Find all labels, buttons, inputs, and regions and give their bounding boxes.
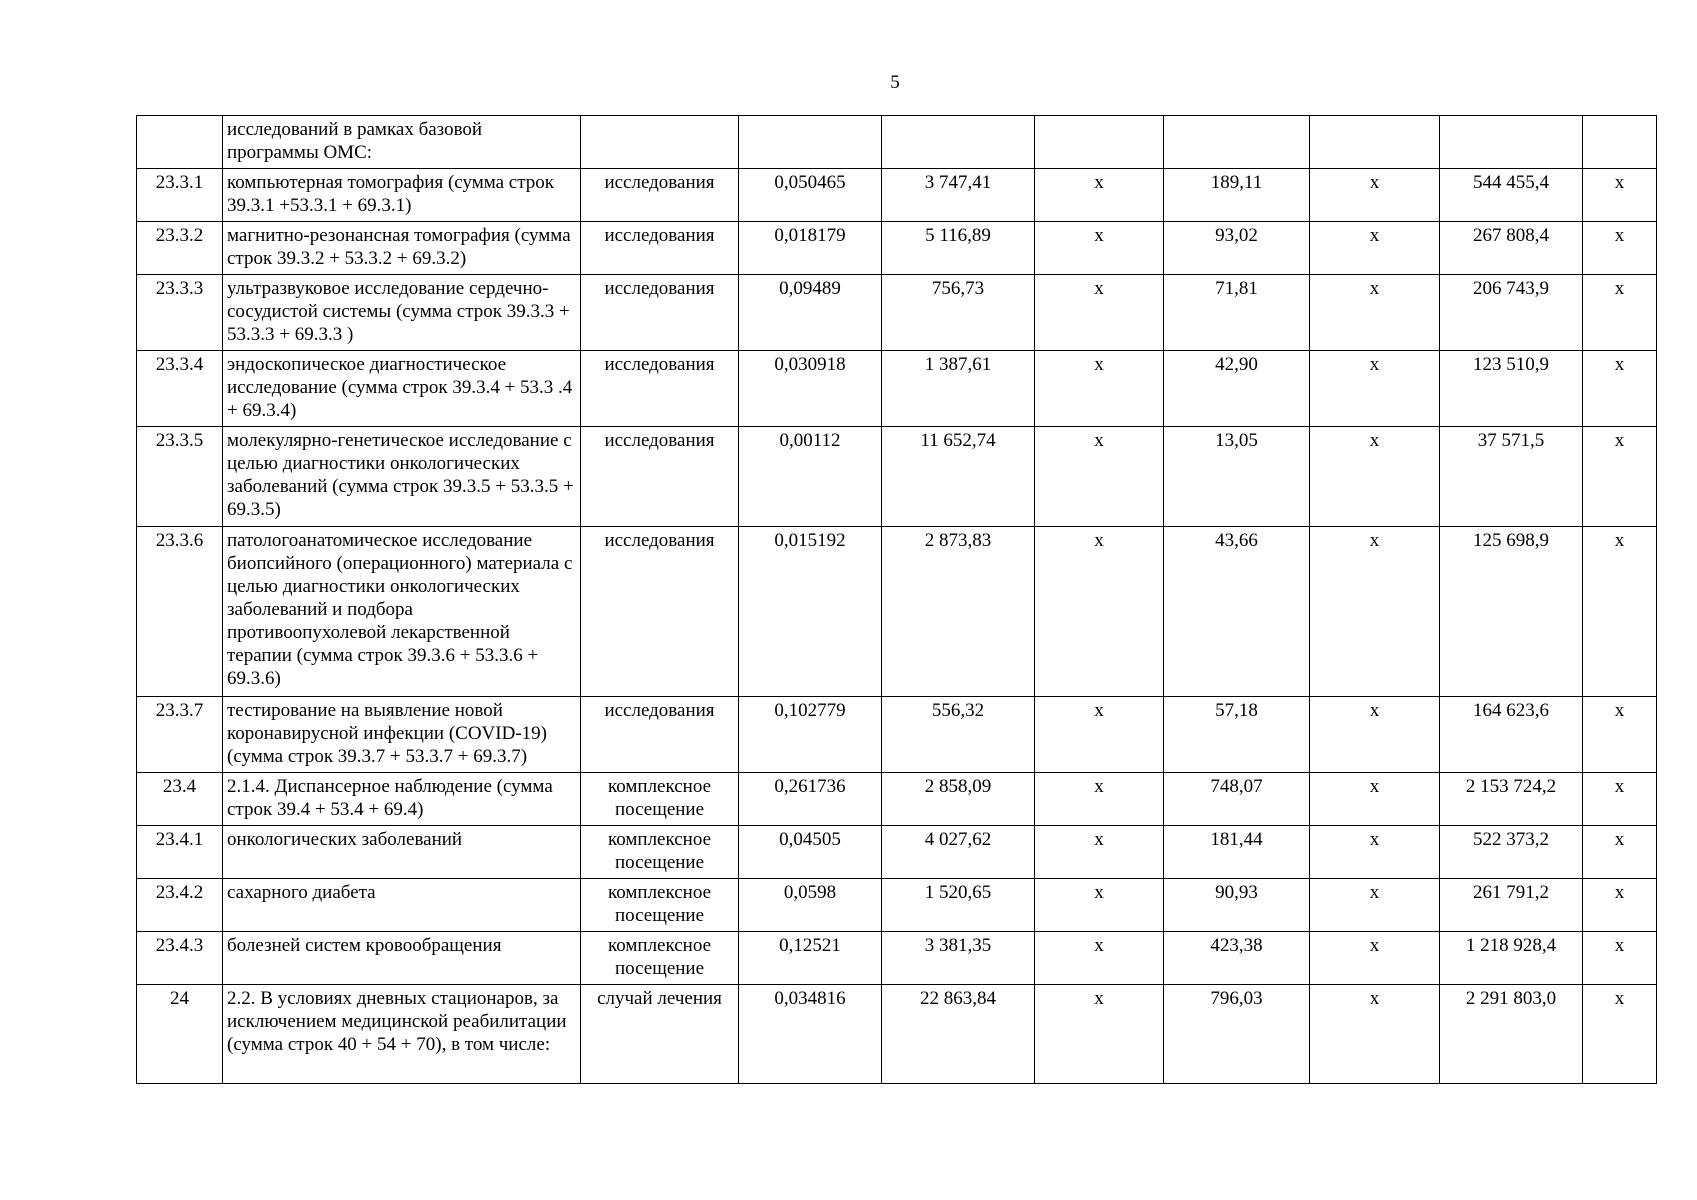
- row-value-7: х: [1583, 773, 1657, 826]
- row-value-1: 0,09489: [739, 275, 882, 351]
- row-value-7: х: [1583, 222, 1657, 275]
- row-value-7: [1583, 116, 1657, 169]
- row-value-4: 181,44: [1164, 826, 1310, 879]
- row-value-6: 37 571,5: [1440, 427, 1583, 527]
- row-value-2: 3 381,35: [882, 932, 1035, 985]
- row-value-7: х: [1583, 169, 1657, 222]
- row-value-1: 0,102779: [739, 697, 882, 773]
- row-value-3: [1035, 116, 1164, 169]
- row-value-3: х: [1035, 697, 1164, 773]
- row-unit: комплексное посещение: [581, 773, 739, 826]
- row-value-4: 42,90: [1164, 351, 1310, 427]
- row-value-6: 123 510,9: [1440, 351, 1583, 427]
- row-value-1: 0,034816: [739, 985, 882, 1084]
- row-description: молекулярно-генетическое исследование с целью диагностики онкологических заболеваний (сумма строк 39.3.5 + 53.3.5 + 69.3.5): [223, 427, 581, 527]
- row-description: исследований в рамках базовой программы ОМС:: [223, 116, 581, 169]
- row-value-7: х: [1583, 826, 1657, 879]
- row-value-2: 2 873,83: [882, 527, 1035, 697]
- row-value-1: 0,015192: [739, 527, 882, 697]
- row-unit: комплексное посещение: [581, 826, 739, 879]
- table-row: [137, 985, 1657, 1084]
- row-number: 23.4.3: [137, 932, 223, 985]
- row-number: 23.3.1: [137, 169, 223, 222]
- row-value-3: х: [1035, 985, 1164, 1084]
- page-number: 5: [890, 72, 900, 93]
- row-value-7: х: [1583, 427, 1657, 527]
- row-value-6: 164 623,6: [1440, 697, 1583, 773]
- row-value-5: х: [1310, 826, 1440, 879]
- row-description: болезней систем кровообращения: [223, 932, 581, 985]
- row-value-2: 556,32: [882, 697, 1035, 773]
- row-unit: комплексное посещение: [581, 879, 739, 932]
- row-number: 23.3.4: [137, 351, 223, 427]
- row-value-4: 43,66: [1164, 527, 1310, 697]
- row-value-2: 3 747,41: [882, 169, 1035, 222]
- row-unit: исследования: [581, 697, 739, 773]
- row-value-7: х: [1583, 275, 1657, 351]
- row-value-5: х: [1310, 222, 1440, 275]
- row-number: 23.4.1: [137, 826, 223, 879]
- row-value-4: [1164, 116, 1310, 169]
- row-number: 23.3.3: [137, 275, 223, 351]
- row-value-6: [1440, 116, 1583, 169]
- table-row: [137, 275, 1657, 351]
- row-value-7: х: [1583, 879, 1657, 932]
- row-value-3: х: [1035, 879, 1164, 932]
- row-value-6: 206 743,9: [1440, 275, 1583, 351]
- row-value-6: 522 373,2: [1440, 826, 1583, 879]
- row-value-7: х: [1583, 527, 1657, 697]
- row-value-5: [1310, 116, 1440, 169]
- row-number: 24: [137, 985, 223, 1084]
- row-description: ультразвуковое исследование сердечно-сосудистой системы (сумма строк 39.3.3 + 53.3.3 + 69.3.3 ): [223, 275, 581, 351]
- row-value-2: 5 116,89: [882, 222, 1035, 275]
- table-row: [137, 116, 1657, 169]
- row-value-3: х: [1035, 527, 1164, 697]
- row-value-4: 189,11: [1164, 169, 1310, 222]
- row-value-2: 11 652,74: [882, 427, 1035, 527]
- row-value-4: 796,03: [1164, 985, 1310, 1084]
- data-table: [136, 115, 1657, 1084]
- table-row: [137, 879, 1657, 932]
- row-value-7: х: [1583, 985, 1657, 1084]
- row-value-6: 2 291 803,0: [1440, 985, 1583, 1084]
- row-value-5: х: [1310, 773, 1440, 826]
- table-row: [137, 427, 1657, 527]
- row-number: 23.3.6: [137, 527, 223, 697]
- row-number: [137, 116, 223, 169]
- row-value-1: 0,12521: [739, 932, 882, 985]
- row-description: 2.2. В условиях дневных стационаров, за исключением медицинской реабилитации (сумма строк 40 + 54 + 70), в том числе:: [223, 985, 581, 1084]
- row-value-2: 756,73: [882, 275, 1035, 351]
- row-value-6: 544 455,4: [1440, 169, 1583, 222]
- row-value-4: 748,07: [1164, 773, 1310, 826]
- table-row: [137, 527, 1657, 697]
- row-value-6: 1 218 928,4: [1440, 932, 1583, 985]
- row-value-3: х: [1035, 351, 1164, 427]
- row-value-6: 125 698,9: [1440, 527, 1583, 697]
- table-row: [137, 697, 1657, 773]
- table-row: [137, 773, 1657, 826]
- row-value-3: х: [1035, 826, 1164, 879]
- row-value-1: 0,04505: [739, 826, 882, 879]
- row-description: тестирование на выявление новой коронавирусной инфекции (COVID-19) (сумма строк 39.3.7 + 53.3.7 + 69.3.7): [223, 697, 581, 773]
- table-row: [137, 932, 1657, 985]
- row-unit: исследования: [581, 169, 739, 222]
- row-value-3: х: [1035, 427, 1164, 527]
- row-value-5: х: [1310, 351, 1440, 427]
- row-description: сахарного диабета: [223, 879, 581, 932]
- table-row: [137, 222, 1657, 275]
- row-unit: случай лечения: [581, 985, 739, 1084]
- row-description: патологоанатомическое исследование биопсийного (операционного) материала с целью диагностики онкологических заболеваний и подбора противоопухолевой лекарственной терапии (сумма строк 39.3.6 + 53.3.6 + 69.3.6): [223, 527, 581, 697]
- row-description: эндоскопическое диагностическое исследование (сумма строк 39.3.4 + 53.3 .4 + 69.3.4): [223, 351, 581, 427]
- row-description: магнитно-резонансная томография (сумма строк 39.3.2 + 53.3.2 + 69.3.2): [223, 222, 581, 275]
- row-number: 23.4.2: [137, 879, 223, 932]
- table-row: [137, 351, 1657, 427]
- row-number: 23.3.5: [137, 427, 223, 527]
- row-value-2: 1 387,61: [882, 351, 1035, 427]
- row-description: компьютерная томография (сумма строк 39.3.1 +53.3.1 + 69.3.1): [223, 169, 581, 222]
- row-unit: исследования: [581, 275, 739, 351]
- row-value-1: 0,050465: [739, 169, 882, 222]
- row-value-2: [882, 116, 1035, 169]
- row-value-1: 0,0598: [739, 879, 882, 932]
- row-unit: исследования: [581, 527, 739, 697]
- row-value-7: х: [1583, 697, 1657, 773]
- row-value-1: [739, 116, 882, 169]
- row-value-5: х: [1310, 697, 1440, 773]
- row-value-5: х: [1310, 879, 1440, 932]
- row-unit: исследования: [581, 427, 739, 527]
- row-description: онкологических заболеваний: [223, 826, 581, 879]
- row-value-1: 0,261736: [739, 773, 882, 826]
- table-body: [137, 116, 1657, 1084]
- row-value-6: 2 153 724,2: [1440, 773, 1583, 826]
- row-value-3: х: [1035, 275, 1164, 351]
- row-value-2: 1 520,65: [882, 879, 1035, 932]
- row-value-5: х: [1310, 169, 1440, 222]
- row-value-5: х: [1310, 985, 1440, 1084]
- row-value-3: х: [1035, 222, 1164, 275]
- row-value-4: 71,81: [1164, 275, 1310, 351]
- row-value-3: х: [1035, 169, 1164, 222]
- row-value-5: х: [1310, 527, 1440, 697]
- row-value-4: 90,93: [1164, 879, 1310, 932]
- row-value-7: х: [1583, 932, 1657, 985]
- row-value-2: 22 863,84: [882, 985, 1035, 1084]
- row-value-1: 0,018179: [739, 222, 882, 275]
- row-number: 23.3.2: [137, 222, 223, 275]
- row-value-4: 57,18: [1164, 697, 1310, 773]
- table-row: [137, 169, 1657, 222]
- row-value-3: х: [1035, 932, 1164, 985]
- row-value-1: 0,030918: [739, 351, 882, 427]
- row-number: 23.4: [137, 773, 223, 826]
- row-value-5: х: [1310, 275, 1440, 351]
- row-value-1: 0,00112: [739, 427, 882, 527]
- table-row: [137, 826, 1657, 879]
- row-value-7: х: [1583, 351, 1657, 427]
- row-unit: комплексное посещение: [581, 932, 739, 985]
- row-unit: [581, 116, 739, 169]
- row-value-4: 13,05: [1164, 427, 1310, 527]
- row-number: 23.3.7: [137, 697, 223, 773]
- row-value-5: х: [1310, 932, 1440, 985]
- row-value-3: х: [1035, 773, 1164, 826]
- row-value-5: х: [1310, 427, 1440, 527]
- row-value-6: 267 808,4: [1440, 222, 1583, 275]
- row-value-2: 4 027,62: [882, 826, 1035, 879]
- row-unit: исследования: [581, 351, 739, 427]
- row-value-6: 261 791,2: [1440, 879, 1583, 932]
- row-unit: исследования: [581, 222, 739, 275]
- row-value-4: 423,38: [1164, 932, 1310, 985]
- row-description: 2.1.4. Диспансерное наблюдение (сумма строк 39.4 + 53.4 + 69.4): [223, 773, 581, 826]
- row-value-2: 2 858,09: [882, 773, 1035, 826]
- row-value-4: 93,02: [1164, 222, 1310, 275]
